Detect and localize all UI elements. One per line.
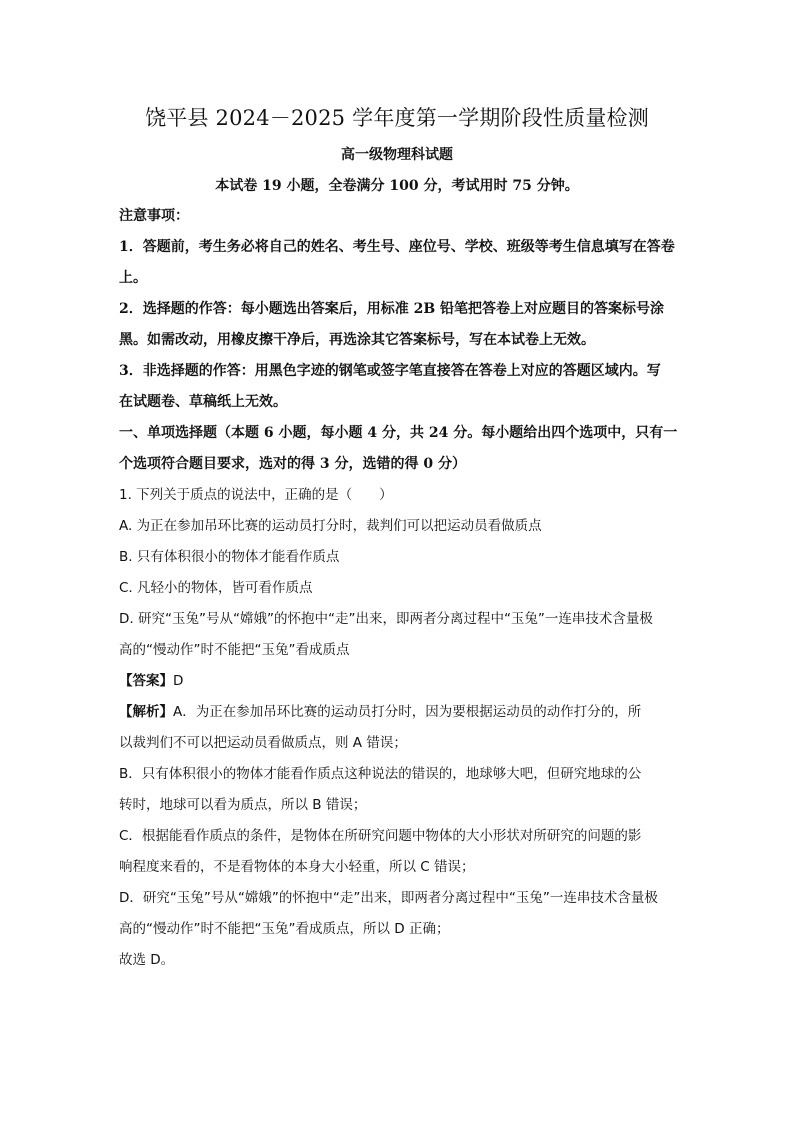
section-heading-line-1: 一、单项选择题（本题 6 小题，每小题 4 分，共 24 分。每小题给出四个选项中，只有一 — [119, 425, 678, 441]
option-d-line-1: D. 研究“玉兔”号从“嫦娥”的怀抱中“走”出来，即两者分离过程中“玉兔”一连串技术含量极 — [119, 611, 653, 627]
analysis-a-line-1 — [119, 701, 679, 723]
analysis-b-line-2: 转时，地球可以看为质点，所以 B 错误； — [119, 797, 367, 813]
section-heading-line-2: 个选项符合题目要求，选对的得 3 分，选错的得 0 分） — [119, 456, 466, 472]
conclusion: 故选 D。 — [119, 952, 175, 968]
page-title: 饶平县 2024－2025 学年度第一学期阶段性质量检测 — [145, 106, 649, 130]
answer-row — [119, 670, 679, 692]
notice-item-3-line-2: 在试题卷、草稿纸上无效。 — [119, 394, 287, 410]
option-c: C. 凡轻小的物体，皆可看作质点 — [119, 580, 313, 596]
question-stem: 1. 下列关于质点的说法中，正确的是（ ） — [119, 487, 393, 503]
analysis-label: 【解析】 — [119, 704, 173, 720]
analysis-c-line-2: 响程度来看的，不是看物体的本身大小轻重，所以 C 错误； — [119, 859, 475, 875]
analysis-c-line-1: C．根据能看作质点的条件，是物体在所研究问题中物体的大小形状对所研究的问题的影 — [119, 828, 642, 844]
option-a: A. 为正在参加吊环比赛的运动员打分时，裁判们可以把运动员看做质点 — [119, 518, 542, 534]
notice-item-1-line-2: 上。 — [119, 270, 147, 286]
analysis-d-line-1: D．研究“玉兔”号从“嫦娥”的怀抱中“走”出来，即两者分离过程中“玉兔”一连串技术含量极 — [119, 890, 658, 906]
answer-label: 【答案】 — [119, 673, 173, 689]
notice-heading: 注意事项： — [119, 208, 189, 224]
analysis-b-line-1: B．只有体积很小的物体才能看作质点这种说法的错误的，地球够大吧，但研究地球的公 — [119, 766, 642, 782]
analysis-d-line-2: 高的“慢动作”时不能把“玉兔”看成质点，所以 D 正确； — [119, 921, 450, 937]
notice-item-2-line-2: 黑。如需改动，用橡皮擦干净后，再选涂其它答案标号，写在本试卷上无效。 — [119, 332, 595, 348]
analysis-a-text-line-1: A．为正在参加吊环比赛的运动员打分时，因为要根据运动员的动作打分的，所 — [173, 704, 642, 720]
exam-meta: 本试卷 19 小题，全卷满分 100 分，考试用时 75 分钟。 — [215, 178, 579, 194]
answer-value: D — [173, 673, 184, 689]
notice-item-1-line-1: 1．答题前，考生务必将自己的姓名、考生号、座位号、学校、班级等考生信息填写在答卷 — [119, 239, 675, 255]
option-b: B. 只有体积很小的物体才能看作质点 — [119, 549, 340, 565]
notice-item-2-line-1: 2．选择题的作答：每小题选出答案后，用标准 2B 铅笔把答卷上对应题目的答案标号涂 — [119, 301, 665, 317]
exam-subtitle: 高一级物理科试题 — [341, 147, 453, 163]
option-d-line-2: 高的“慢动作”时不能把“玉兔”看成质点 — [119, 642, 350, 658]
analysis-a-line-2: 以裁判们不可以把运动员看做质点，则 A 错误； — [119, 735, 407, 751]
notice-item-3-line-1: 3．非选择题的作答：用黑色字迹的钢笔或签字笔直接答在答卷上对应的答题区域内。写 — [119, 363, 661, 379]
